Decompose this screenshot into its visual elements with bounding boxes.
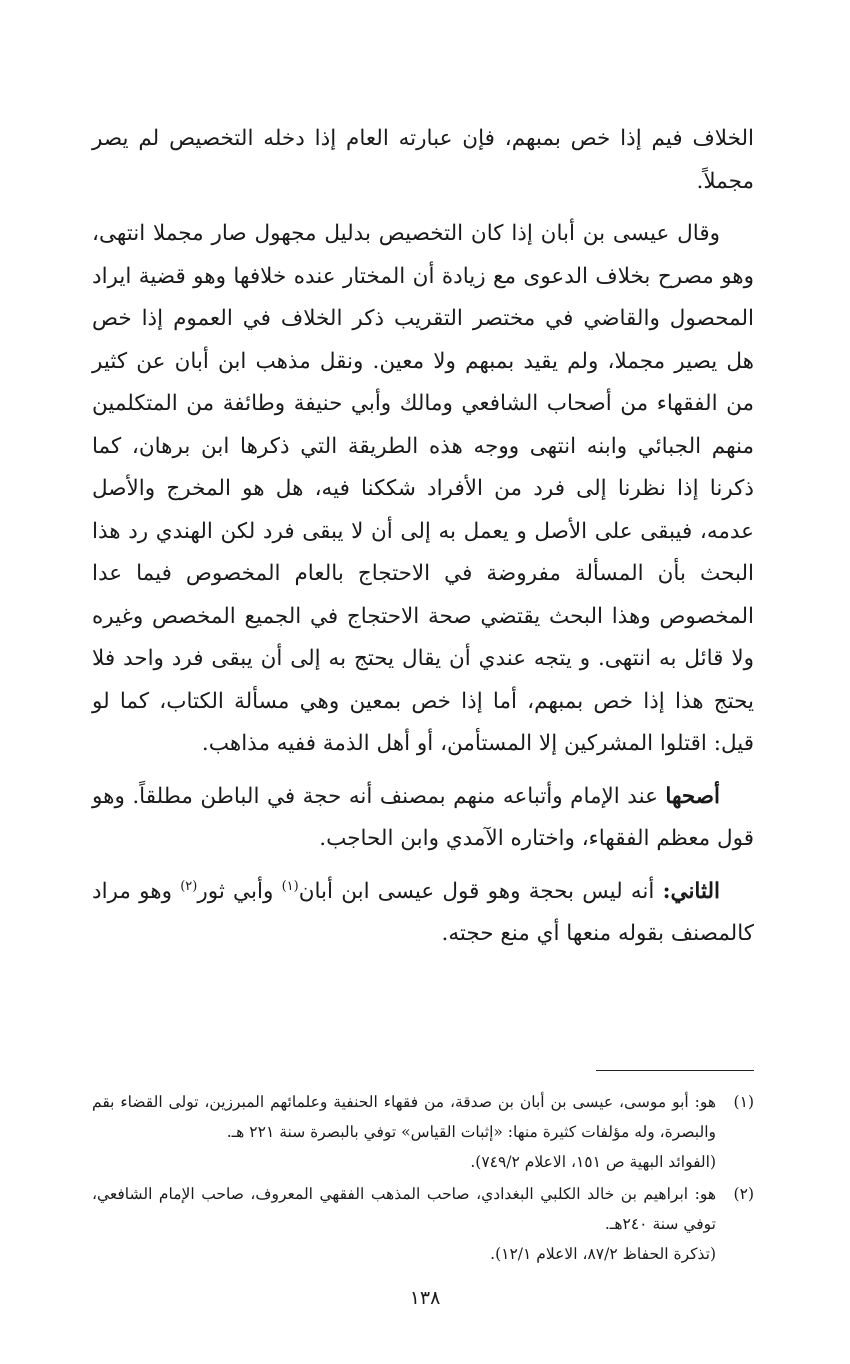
footnote-2-number: (٢) [733,1184,754,1203]
footnote-2-text: هو: ابراهيم بن خالد الكلبي البغدادي، صاحب المذهب الفقهي المعروف، صاحب الإمام الشافعي، توفي سنة ٢٤٠هـ. [92,1184,716,1233]
footnote-2-body [92,1179,716,1269]
paragraph-3-text: عند الإمام وأتباعه منهم بمصنف أنه حجة في الباطن مطلقاً. وهو قول معظم الفقهاء، واختاره الآمدي وابن الحاجب. [92,783,754,851]
footnote-2 [92,1179,754,1269]
footnote-1-body [92,1087,716,1177]
paragraph-4-text-2: وأبي ثور [197,878,282,904]
paragraph-4-text-3: وهو مراد كالمصنف بقوله منعها أي منع حجته. [92,878,754,946]
paragraph-3-lead: أصحها [665,783,720,809]
paragraph-4 [92,871,754,956]
footnotes [92,1087,754,1269]
footnote-ref-1[interactable]: (١) [281,878,299,894]
main-text [92,118,754,956]
footnote-ref-2[interactable]: (٢) [180,878,198,894]
footnote-1 [92,1087,754,1177]
paragraph-3 [92,776,754,861]
paragraph-2: وقال عيسى بن أبان إذا كان التخصيص بدليل مجهول صار مجملا انتهى، وهو مصرح بخلاف الدعوى مع زيادة أن المختار عنده خلافها وهو قضية ايراد المحصول والقاضي في مختصر التقريب ذكر الخلاف في العموم إذا خص هل يصير مجملا، ولم يقيد بمبهم ولا معين. ونقل مذهب ابن أبان عن كثير من الفقهاء من أصحاب الشافعي ومالك وأبي حنيفة وطائفة من المتكلمين منهم الجبائي وابنه انتهى ووجه هذه الطريقة التي ذكرها ابن برهان، كما ذكرنا إذا نظرنا إلى فرد من الأفراد شككنا فيه، هل هو المخرج والأصل عدمه، فيبقى على الأصل و يعمل به إلى أن لا يبقى فرد لكن الهندي رد هذا البحث بأن المسألة مفروضة في الاحتجاج بالعام المخصوص فيما عدا المخصوص وهذا البحث يقتضي صحة الاحتجاج في الجميع المخصص وغيره ولا قائل به انتهى. و يتجه عندي أن يقال يحتج به إلى أن يبقى فرد واحد فلا يحتج هذا إذا خص بمبهم، أما إذا خص بمعين وهي مسألة الكتاب، كما لو قيل: اقتلوا المشركين إلا المستأمن، أو أهل الذمة ففيه مذاهب. [92,221,754,756]
footnote-divider-wrap [92,966,754,1087]
footnote-1-text: هو: أبو موسى، عيسى بن أبان بن صدقة، من فقهاء الحنفية وعلمائهم المبرزين، تولى القضاء بقم والبصرة، وله مؤلفات كثيرة منها: «إثبات القياس» توفي بالبصرة سنة ٢٢١ هـ. [92,1092,716,1141]
footnote-1-source: (الفوائد البهية ص ١٥١، الاعلام ٧٤٩/٢). [470,1152,716,1171]
page-number: ١٣٨ [409,1287,441,1309]
footnote-1-number: (١) [733,1092,754,1111]
footnote-2-source: (تذكرة الحفاظ ٨٧/٢، الاعلام ١٢/١). [490,1244,716,1263]
paragraph-1: الخلاف فيم إذا خص بمبهم، فإن عبارته العام إذا دخله التخصيص لم يصر مجملاً. [92,126,754,194]
footnote-divider [596,1070,754,1071]
paragraph-4-text-1: أنه ليس بحجة وهو قول عيسى ابن أبان [298,878,663,904]
paragraph-4-lead: الثاني: [662,878,720,904]
